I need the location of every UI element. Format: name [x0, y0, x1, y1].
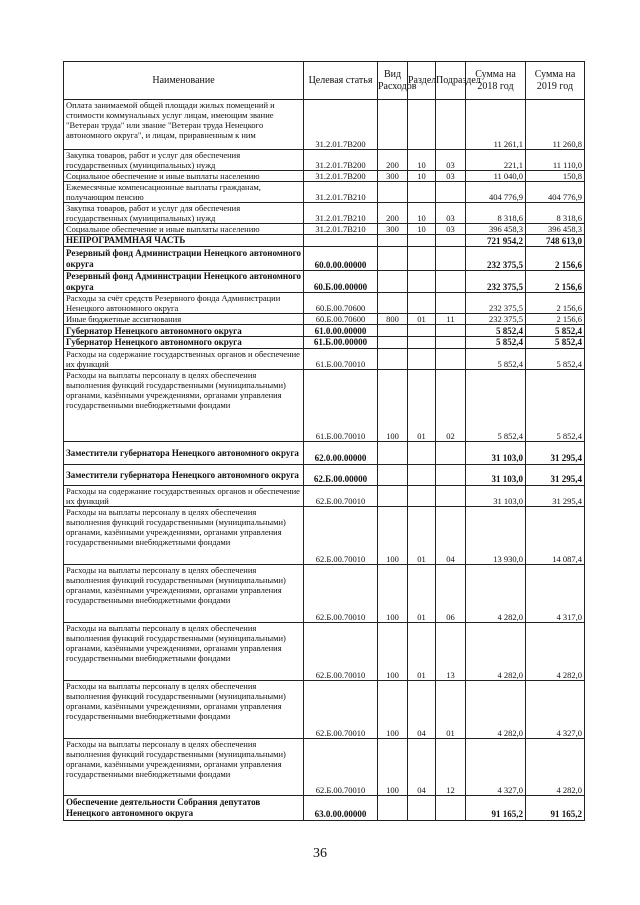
table-row [64, 739, 585, 796]
table-cell-name: Губернатор Ненецкого автономного округа [64, 337, 304, 349]
table-cell-name: Расходы на выплаты персоналу в целях обеспечения выполнения функций государственными (муниципальными) органами, казёнными учреждениями, органами управления государственными внебюджетными фондами [64, 565, 304, 623]
table-cell-name: Резервный фонд Администрации Ненецкого автономного округа [64, 247, 304, 271]
table-cell-subsection [436, 337, 466, 349]
table-cell-target-article: 61.Б.00.70010 [304, 370, 378, 442]
table-row [64, 507, 585, 565]
table-cell-subsection [436, 442, 466, 465]
table-cell-sum-2019: 2 156,6 [526, 293, 585, 314]
table-cell-sum-2019: 2 156,6 [526, 247, 585, 271]
table-cell-subsection [436, 100, 466, 150]
table-cell-subsection: 13 [436, 623, 466, 681]
table-cell-sum-2018: 396 458,3 [466, 224, 526, 235]
table-cell-expense-type [378, 293, 408, 314]
table-row [64, 203, 585, 224]
table-cell-name: Расходы на выплаты персоналу в целях обеспечения выполнения функций государственными (муниципальными) органами, казёнными учреждениями, органами управления государственными внебюджетными фондами [64, 507, 304, 565]
table-cell-sum-2019: 4 282,0 [526, 623, 585, 681]
table-cell-sum-2018: 232 375,5 [466, 247, 526, 271]
table-cell-target-article: 61.Б.00.70010 [304, 349, 378, 370]
col-header-sum-2019: Сумма на 2019 год [526, 62, 585, 100]
table-cell-section: 01 [408, 565, 436, 623]
table-cell-expense-type [378, 247, 408, 271]
budget-table [63, 61, 585, 821]
table-cell-target-article: 60.Б.00.70600 [304, 314, 378, 325]
table-cell-section: 01 [408, 370, 436, 442]
table-cell-name: Резервный фонд Администрации Ненецкого автономного округа [64, 271, 304, 293]
table-row [64, 681, 585, 739]
table-cell-section [408, 465, 436, 486]
table-cell-section: 01 [408, 507, 436, 565]
table-cell-sum-2019: 4 327,0 [526, 681, 585, 739]
table-row [64, 796, 585, 821]
table-cell-sum-2019: 748 613,0 [526, 235, 585, 247]
table-cell-subsection [436, 349, 466, 370]
table-cell-sum-2019: 4 282,0 [526, 739, 585, 796]
table-cell-target-article: 31.2.01.7В210 [304, 203, 378, 224]
table-cell-sum-2018: 91 165,2 [466, 796, 526, 821]
table-cell-name: Закупка товаров, работ и услуг для обеспечения государственных (муниципальных) нужд [64, 203, 304, 224]
table-cell-expense-type: 300 [378, 224, 408, 235]
table-row [64, 314, 585, 325]
table-cell-name: Расходы на выплаты персоналу в целях обеспечения выполнения функций государственными (муниципальными) органами, казёнными учреждениями, органами управления государственными внебюджетными фондами [64, 681, 304, 739]
table-header-row [64, 62, 585, 100]
table-cell-subsection: 02 [436, 370, 466, 442]
table-cell-name: Оплата занимаемой общей площади жилых помещений и стоимости коммунальных услуг лицам, имеющим звание "Ветеран труда" или звание "Ветеран труда Ненецкого автономного округа", и лицам, приравненным к ним [64, 100, 304, 150]
table-cell-target-article: 31.2.01.7В200 [304, 171, 378, 182]
table-cell-expense-type [378, 337, 408, 349]
table-cell-expense-type: 100 [378, 623, 408, 681]
table-cell-section: 10 [408, 171, 436, 182]
table-cell-section: 01 [408, 314, 436, 325]
table-cell-subsection [436, 271, 466, 293]
table-cell-section [408, 235, 436, 247]
table-cell-sum-2018: 5 852,4 [466, 337, 526, 349]
table-cell-expense-type [378, 349, 408, 370]
table-cell-section [408, 271, 436, 293]
table-cell-subsection [436, 235, 466, 247]
table-cell-sum-2019: 5 852,4 [526, 337, 585, 349]
table-cell-target-article: 31.2.01.7В210 [304, 182, 378, 203]
table-cell-expense-type [378, 442, 408, 465]
table-cell-sum-2019: 31 295,4 [526, 486, 585, 507]
table-cell-name: Обеспечение деятельности Собрания депутатов Ненецкого автономного округа [64, 796, 304, 821]
table-cell-sum-2019: 8 318,6 [526, 203, 585, 224]
table-cell-subsection [436, 247, 466, 271]
table-cell-sum-2019: 4 317,0 [526, 565, 585, 623]
col-header-expense-type: Вид Расходов [378, 62, 408, 100]
table-cell-target-article: 62.Б.00.70010 [304, 623, 378, 681]
table-row [64, 349, 585, 370]
table-row [64, 100, 585, 150]
table-cell-sum-2018: 5 852,4 [466, 370, 526, 442]
table-cell-sum-2018: 31 103,0 [466, 465, 526, 486]
table-cell-sum-2019: 404 776,9 [526, 182, 585, 203]
table-cell-name: Губернатор Ненецкого автономного округа [64, 325, 304, 337]
table-cell-subsection [436, 796, 466, 821]
table-cell-name: Социальное обеспечение и иные выплаты населению [64, 224, 304, 235]
table-cell-subsection: 04 [436, 507, 466, 565]
table-cell-target-article: 62.Б.00.70010 [304, 507, 378, 565]
table-cell-subsection: 01 [436, 681, 466, 739]
table-cell-subsection: 11 [436, 314, 466, 325]
table-cell-section [408, 442, 436, 465]
table-cell-section [408, 293, 436, 314]
table-cell-target-article: 62.0.00.00000 [304, 442, 378, 465]
table-cell-sum-2018: 232 375,5 [466, 314, 526, 325]
table-cell-sum-2018: 5 852,4 [466, 325, 526, 337]
table-row [64, 235, 585, 247]
table-cell-sum-2018: 4 282,0 [466, 565, 526, 623]
table-cell-sum-2019: 11 110,0 [526, 150, 585, 171]
table-cell-sum-2019: 31 295,4 [526, 442, 585, 465]
table-row [64, 370, 585, 442]
table-cell-expense-type: 200 [378, 150, 408, 171]
table-cell-section: 10 [408, 224, 436, 235]
table-cell-sum-2019: 5 852,4 [526, 349, 585, 370]
table-cell-sum-2019: 2 156,6 [526, 271, 585, 293]
table-cell-expense-type [378, 465, 408, 486]
table-cell-subsection [436, 182, 466, 203]
table-cell-target-article: 62.Б.00.70010 [304, 739, 378, 796]
table-cell-subsection: 12 [436, 739, 466, 796]
col-header-name: Наименование [64, 62, 304, 100]
table-cell-sum-2019: 5 852,4 [526, 370, 585, 442]
table-cell-sum-2018: 221,1 [466, 150, 526, 171]
col-header-section: Раздел [408, 62, 436, 100]
table-row [64, 182, 585, 203]
table-row [64, 247, 585, 271]
table-cell-section [408, 486, 436, 507]
table-cell-sum-2018: 11 261,1 [466, 100, 526, 150]
table-cell-sum-2018: 11 040,0 [466, 171, 526, 182]
table-cell-sum-2018: 232 375,5 [466, 293, 526, 314]
table-cell-sum-2019: 5 852,4 [526, 325, 585, 337]
table-cell-target-article: 63.0.00.00000 [304, 796, 378, 821]
table-cell-sum-2019: 14 087,4 [526, 507, 585, 565]
table-cell-subsection: 03 [436, 203, 466, 224]
table-cell-subsection [436, 293, 466, 314]
table-cell-name: Иные бюджетные ассигнования [64, 314, 304, 325]
table-row [64, 565, 585, 623]
table-cell-target-article [304, 235, 378, 247]
table-cell-name: Расходы на содержание государственных органов и обеспечение их функций [64, 349, 304, 370]
table-cell-name: Закупка товаров, работ и услуг для обеспечения государственных (муниципальных) нужд [64, 150, 304, 171]
table-cell-target-article: 31.2.01.7В200 [304, 150, 378, 171]
table-cell-subsection: 03 [436, 224, 466, 235]
table-cell-section: 10 [408, 150, 436, 171]
table-cell-sum-2018: 232 375,5 [466, 271, 526, 293]
table-row [64, 224, 585, 235]
table-cell-name: НЕПРОГРАММНАЯ ЧАСТЬ [64, 235, 304, 247]
table-cell-section: 04 [408, 681, 436, 739]
table-cell-sum-2018: 31 103,0 [466, 486, 526, 507]
table-cell-target-article: 60.Б.00.70600 [304, 293, 378, 314]
table-cell-subsection [436, 325, 466, 337]
table-cell-expense-type: 100 [378, 370, 408, 442]
table-cell-sum-2018: 31 103,0 [466, 442, 526, 465]
table-cell-section [408, 796, 436, 821]
table-row [64, 442, 585, 465]
table-cell-subsection [436, 486, 466, 507]
table-cell-target-article: 60.Б.00.00000 [304, 271, 378, 293]
table-cell-target-article: 31.2.01.7В210 [304, 224, 378, 235]
table-cell-section [408, 337, 436, 349]
table-cell-expense-type [378, 100, 408, 150]
table-cell-expense-type [378, 325, 408, 337]
table-cell-section [408, 325, 436, 337]
table-cell-sum-2019: 91 165,2 [526, 796, 585, 821]
table-cell-section: 04 [408, 739, 436, 796]
table-cell-target-article: 62.Б.00.00000 [304, 465, 378, 486]
table-cell-target-article: 61.Б.00.00000 [304, 337, 378, 349]
table-cell-sum-2019: 396 458,3 [526, 224, 585, 235]
table-cell-section [408, 100, 436, 150]
table-row [64, 337, 585, 349]
col-header-target-article: Целевая статья [304, 62, 378, 100]
table-cell-sum-2018: 721 954,2 [466, 235, 526, 247]
table-cell-target-article: 61.0.00.00000 [304, 325, 378, 337]
table-row [64, 486, 585, 507]
table-cell-section [408, 182, 436, 203]
table-cell-subsection: 03 [436, 171, 466, 182]
col-header-sum-2018: Сумма на 2018 год [466, 62, 526, 100]
table-cell-target-article: 62.Б.00.70010 [304, 565, 378, 623]
table-row [64, 465, 585, 486]
table-cell-name: Расходы за счёт средств Резервного фонда Администрации Ненецкого автономного округа [64, 293, 304, 314]
table-cell-expense-type: 300 [378, 171, 408, 182]
table-cell-name: Социальное обеспечение и иные выплаты населению [64, 171, 304, 182]
table-cell-expense-type [378, 235, 408, 247]
table-cell-section: 01 [408, 623, 436, 681]
table-cell-expense-type [378, 486, 408, 507]
table-row [64, 623, 585, 681]
table-cell-name: Расходы на выплаты персоналу в целях обеспечения выполнения функций государственными (муниципальными) органами, казёнными учреждениями, органами управления государственными внебюджетными фондами [64, 370, 304, 442]
table-cell-name: Заместители губернатора Ненецкого автономного округа [64, 442, 304, 465]
table-cell-target-article: 62.Б.00.70010 [304, 681, 378, 739]
table-row [64, 171, 585, 182]
table-cell-sum-2018: 8 318,6 [466, 203, 526, 224]
table-cell-section: 10 [408, 203, 436, 224]
table-cell-expense-type: 100 [378, 739, 408, 796]
table-cell-sum-2019: 150,8 [526, 171, 585, 182]
table-cell-expense-type: 200 [378, 203, 408, 224]
table-cell-name: Ежемесячные компенсационные выплаты гражданам, получающим пенсию [64, 182, 304, 203]
table-cell-subsection: 06 [436, 565, 466, 623]
table-cell-sum-2018: 5 852,4 [466, 349, 526, 370]
table-cell-sum-2019: 11 260,8 [526, 100, 585, 150]
table-cell-sum-2018: 4 327,0 [466, 739, 526, 796]
table-cell-section [408, 349, 436, 370]
table-cell-expense-type [378, 796, 408, 821]
table-row [64, 293, 585, 314]
table-cell-subsection: 03 [436, 150, 466, 171]
page-number: 36 [313, 846, 327, 861]
table-row [64, 325, 585, 337]
table-cell-name: Расходы на выплаты персоналу в целях обеспечения выполнения функций государственными (муниципальными) органами, казёнными учреждениями, органами управления государственными внебюджетными фондами [64, 623, 304, 681]
table-cell-expense-type [378, 271, 408, 293]
table-cell-sum-2018: 404 776,9 [466, 182, 526, 203]
table-cell-name: Расходы на выплаты персоналу в целях обеспечения выполнения функций государственными (муниципальными) органами, казёнными учреждениями, органами управления государственными внебюджетными фондами [64, 739, 304, 796]
table-cell-name: Заместители губернатора Ненецкого автономного округа [64, 465, 304, 486]
table-cell-sum-2019: 31 295,4 [526, 465, 585, 486]
table-cell-sum-2018: 13 930,0 [466, 507, 526, 565]
table-cell-target-article: 62.Б.00.70010 [304, 486, 378, 507]
table-cell-section [408, 247, 436, 271]
table-cell-expense-type [378, 182, 408, 203]
table-row [64, 271, 585, 293]
col-header-subsection: Подраздел [436, 62, 466, 100]
table-cell-expense-type: 800 [378, 314, 408, 325]
table-cell-subsection [436, 465, 466, 486]
table-cell-target-article: 31.2.01.7В200 [304, 100, 378, 150]
table-cell-expense-type: 100 [378, 681, 408, 739]
table-cell-sum-2018: 4 282,0 [466, 681, 526, 739]
table-cell-target-article: 60.0.00.00000 [304, 247, 378, 271]
table-cell-expense-type: 100 [378, 565, 408, 623]
table-cell-sum-2019: 2 156,6 [526, 314, 585, 325]
table-cell-expense-type: 100 [378, 507, 408, 565]
table-row [64, 150, 585, 171]
table-cell-sum-2018: 4 282,0 [466, 623, 526, 681]
table-cell-name: Расходы на содержание государственных органов и обеспечение их функций [64, 486, 304, 507]
